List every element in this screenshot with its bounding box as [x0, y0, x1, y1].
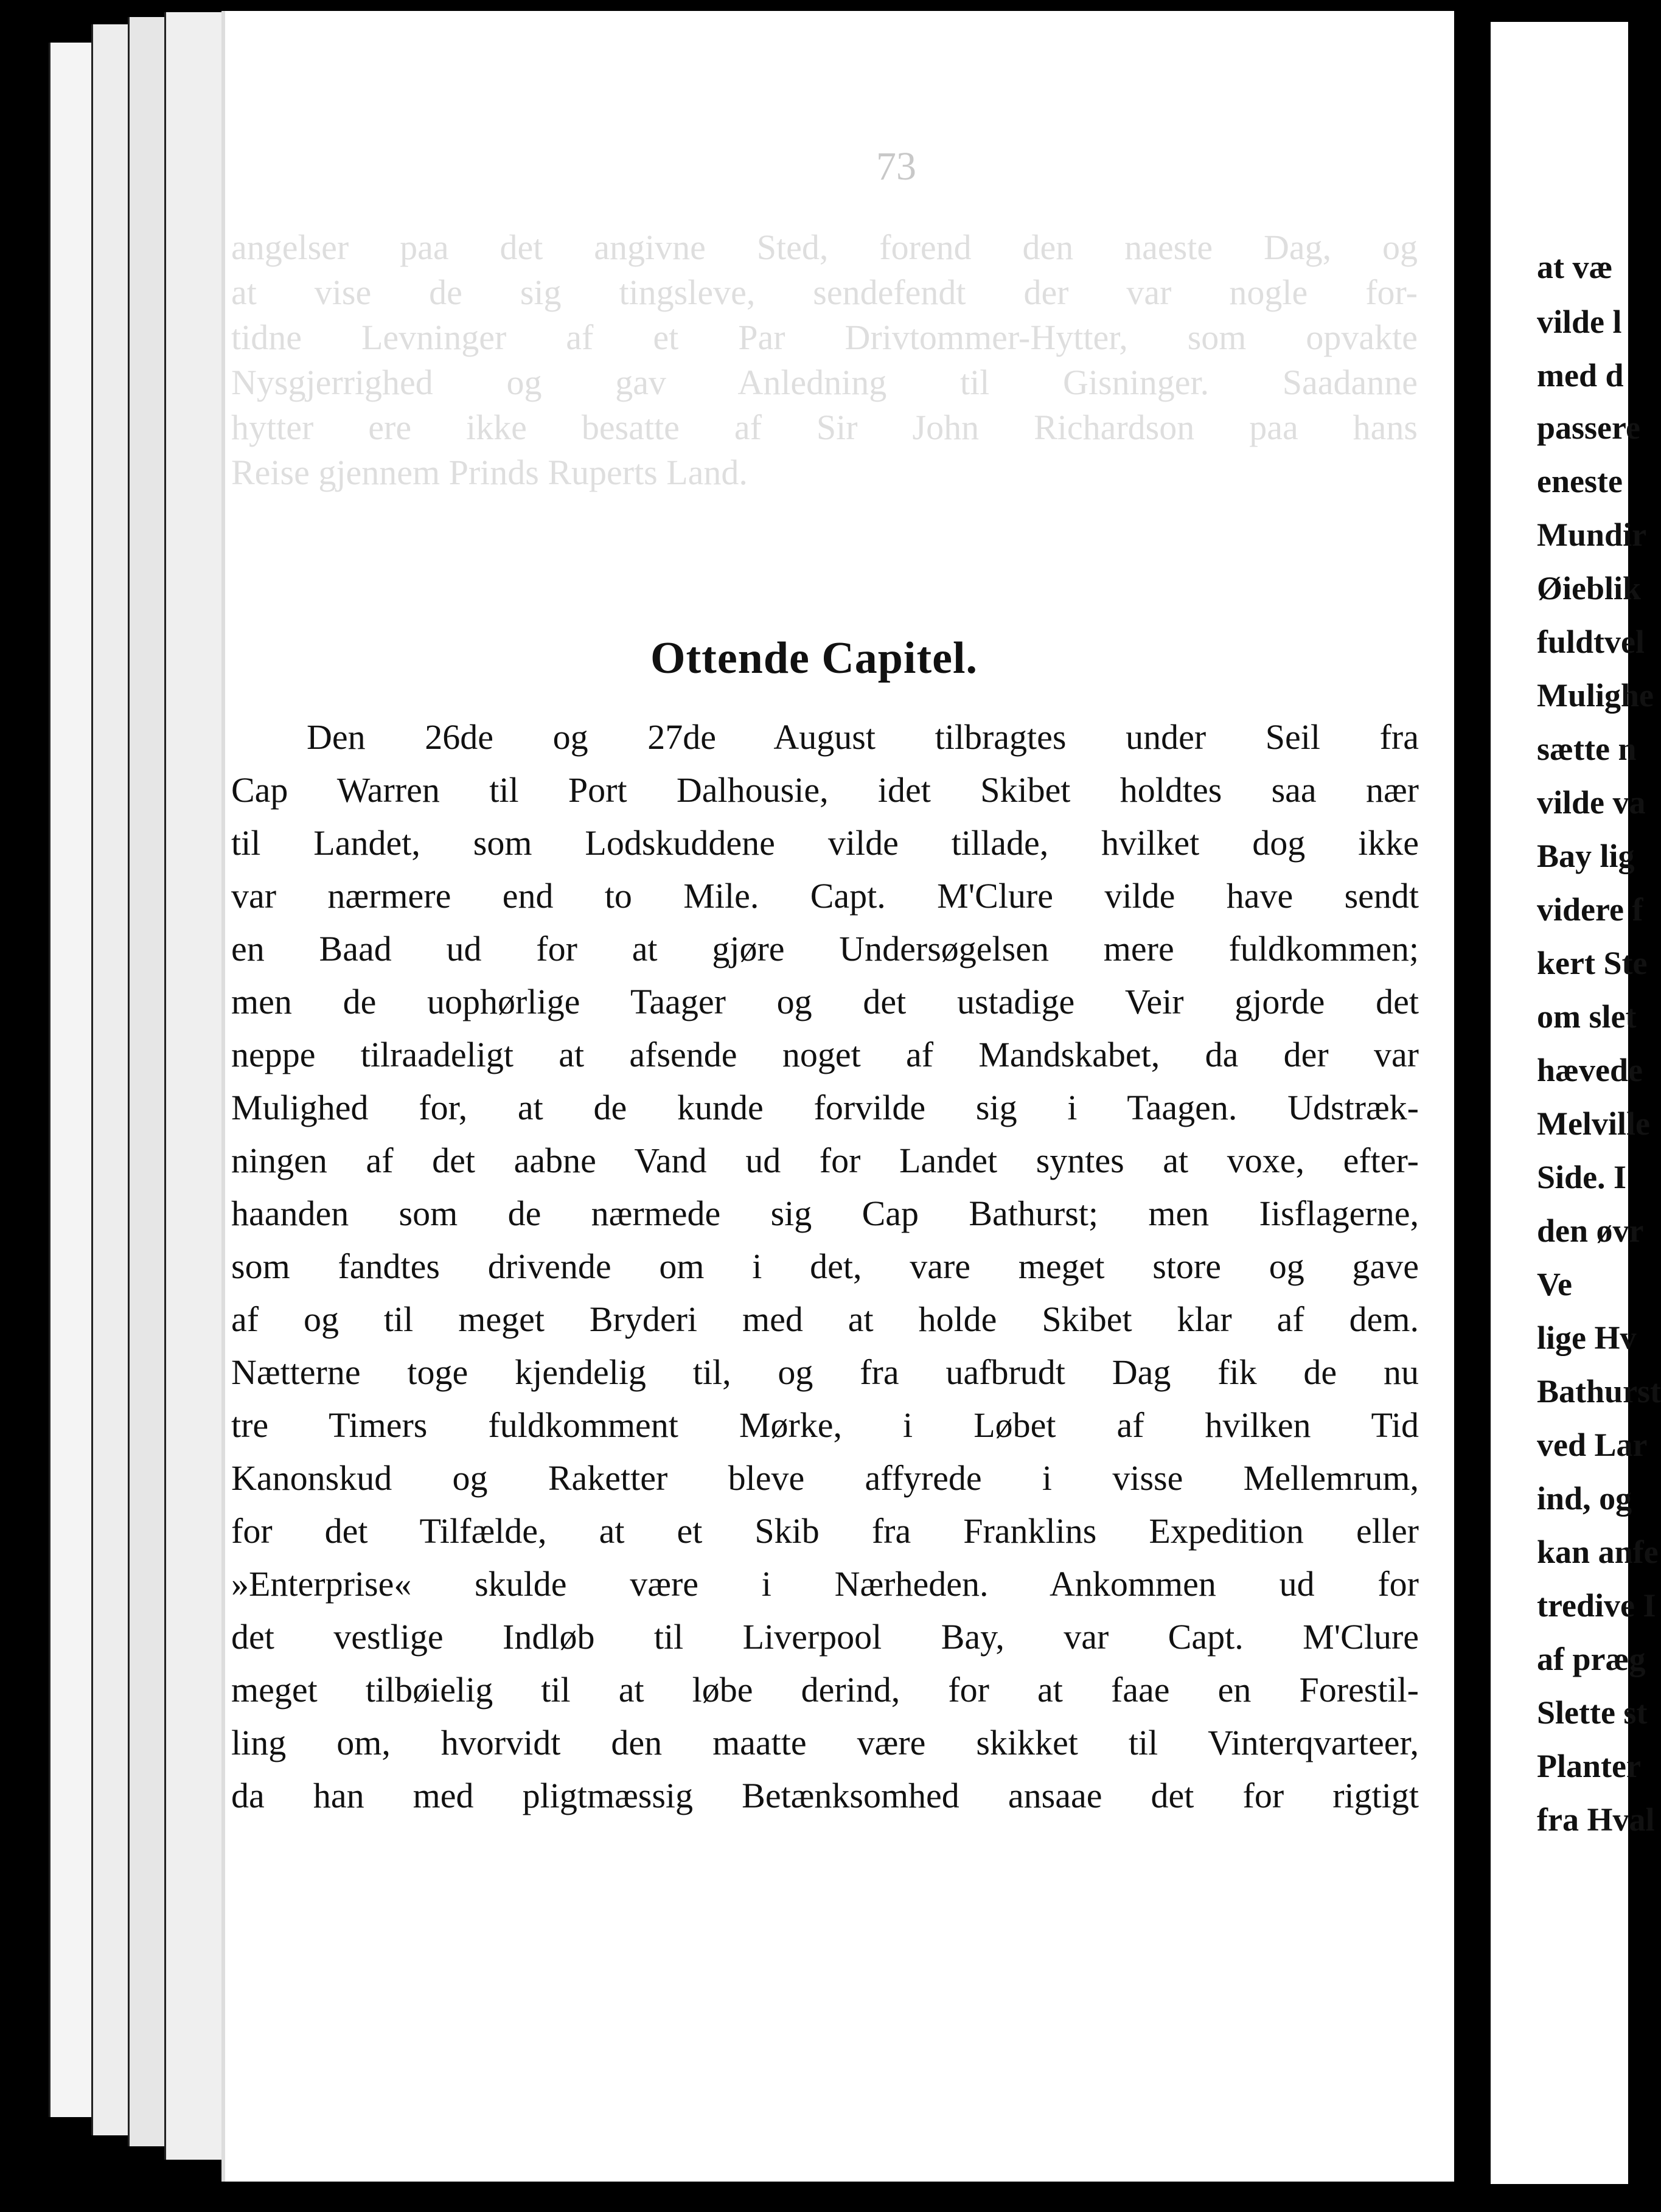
left-border	[0, 0, 49, 2212]
paragraph-line: det vestlige Indløb til Liverpool Bay, var Capt. M'Clure	[231, 1617, 1419, 1657]
ghost-line: tidne Levninger af et Par Drivtommer-Hytter, som opvakte	[231, 318, 1418, 357]
facing-page-line: af præg	[1537, 1641, 1646, 1677]
gutter-shadow	[1454, 0, 1491, 2212]
facing-page-line: tredive I	[1537, 1587, 1656, 1624]
facing-page-line: Mundir	[1537, 516, 1647, 553]
paragraph-line: en Baad ud for at gjøre Undersøgelsen mere fuldkommen;	[231, 929, 1419, 969]
facing-page-line: kert Ste	[1537, 945, 1648, 981]
facing-page-line: eneste	[1537, 463, 1623, 499]
ghost-line: angelser paa det angivne Sted, forend den naeste Dag, og	[231, 228, 1418, 267]
top-border	[0, 0, 1628, 11]
facing-page-line: vilde l	[1537, 304, 1622, 340]
facing-page-line: Mulighe	[1537, 677, 1654, 714]
body-paragraph	[231, 711, 1419, 1822]
facing-page-line: om slet	[1537, 998, 1637, 1035]
facing-page-line: med d	[1537, 357, 1624, 394]
facing-page-line: den øvr	[1537, 1212, 1644, 1249]
facing-page-line: Øieblik	[1537, 570, 1642, 607]
paragraph-line: Kanonskud og Raketter bleve affyrede i visse Mellemrum,	[231, 1458, 1419, 1498]
paragraph-line: Den 26de og 27de August tilbragtes under Seil fra	[307, 717, 1419, 757]
paragraph-line: men de uophørlige Taager og det ustadige Veir gjorde det	[231, 982, 1419, 1021]
facing-page-line: lige Hv	[1537, 1320, 1637, 1356]
page-edge-stack	[164, 12, 233, 2160]
bleed-through-text	[231, 225, 1418, 495]
page-number: 73	[876, 144, 916, 189]
paragraph-line: »Enterprise« skulde være i Nærheden. Ankommen ud for	[231, 1564, 1419, 1604]
facing-page-line: Bay lig	[1537, 838, 1635, 874]
paragraph-line: haanden som de nærmede sig Cap Bathurst; men Iisflagerne,	[231, 1194, 1419, 1233]
facing-page-line: vilde va	[1537, 784, 1646, 821]
paragraph-line: af og til meget Bryderi med at holde Skibet klar af dem.	[231, 1299, 1419, 1339]
ghost-line: at vise de sig tingsleve, sendefendt der var nogle for-	[231, 273, 1418, 312]
facing-page-line: at væ	[1537, 249, 1613, 285]
paragraph-line: for det Tilfælde, at et Skib fra Franklins Expedition eller	[231, 1511, 1419, 1551]
paragraph-line: til Landet, som Lodskuddene vilde tillade, hvilket dog ikke	[231, 823, 1419, 863]
paragraph-line: var nærmere end to Mile. Capt. M'Clure vilde have sendt	[231, 876, 1419, 916]
facing-page-line: Planter	[1537, 1748, 1641, 1784]
chapter-title: Ottende Capitel.	[650, 633, 978, 683]
facing-page-line: Side. I	[1537, 1159, 1627, 1195]
facing-page-line: Melville	[1537, 1105, 1650, 1142]
paragraph-line: tre Timers fuldkomment Mørke, i Løbet af hvilken Tid	[231, 1405, 1419, 1445]
facing-page-line: sætte n	[1537, 731, 1637, 767]
facing-page	[1489, 22, 1661, 2212]
ghost-line: hytter ere ikke besatte af Sir John Richardson paa hans	[231, 408, 1418, 447]
facing-page-line: fuldtvel	[1537, 624, 1645, 660]
paragraph-line: Nætterne toge kjendelig til, og fra uafbrudt Dag fik de nu	[231, 1352, 1419, 1392]
facing-page-line: Slette st	[1537, 1694, 1648, 1731]
paragraph-line: som fandtes drivende om i det, vare meget store og gave	[231, 1247, 1419, 1286]
paragraph-line: ningen af det aabne Vand ud for Landet syntes at voxe, efter-	[231, 1141, 1419, 1180]
facing-page-line: ved Lar	[1537, 1427, 1648, 1463]
paragraph-line: ling om, hvorvidt den maatte være skikket til Vinterqvarteer,	[231, 1723, 1419, 1762]
paragraph-line: Cap Warren til Port Dalhousie, idet Skibet holdtes saa nær	[231, 770, 1419, 810]
facing-page-line: kan anfe	[1537, 1534, 1659, 1570]
facing-page-line: videre f	[1537, 891, 1643, 928]
facing-page-line: passere	[1537, 409, 1640, 446]
bottom-border	[0, 2184, 1628, 2212]
ghost-line: Reise gjennem Prinds Ruperts Land.	[231, 453, 748, 492]
facing-page-line: fra Hval	[1537, 1801, 1655, 1838]
facing-page-line: ind, og	[1537, 1480, 1632, 1517]
facing-page-line: Ve	[1537, 1266, 1573, 1303]
facing-page-line: hævede	[1537, 1052, 1643, 1088]
paragraph-line: da han med pligtmæssig Betænksomhed ansaae det for rigtigt	[231, 1776, 1419, 1815]
facing-page-line: Bathurst	[1537, 1373, 1661, 1410]
paragraph-line: neppe tilraadeligt at afsende noget af Mandskabet, da der var	[231, 1035, 1419, 1074]
paragraph-line: Mulighed for, at de kunde forvilde sig i Taagen. Udstræk-	[231, 1088, 1419, 1127]
ghost-line: Nysgjerrighed og gav Anledning til Gisninger. Saadanne	[231, 363, 1418, 402]
paragraph-line: meget tilbøielig til at løbe derind, for at faae en Forestil-	[231, 1670, 1419, 1709]
